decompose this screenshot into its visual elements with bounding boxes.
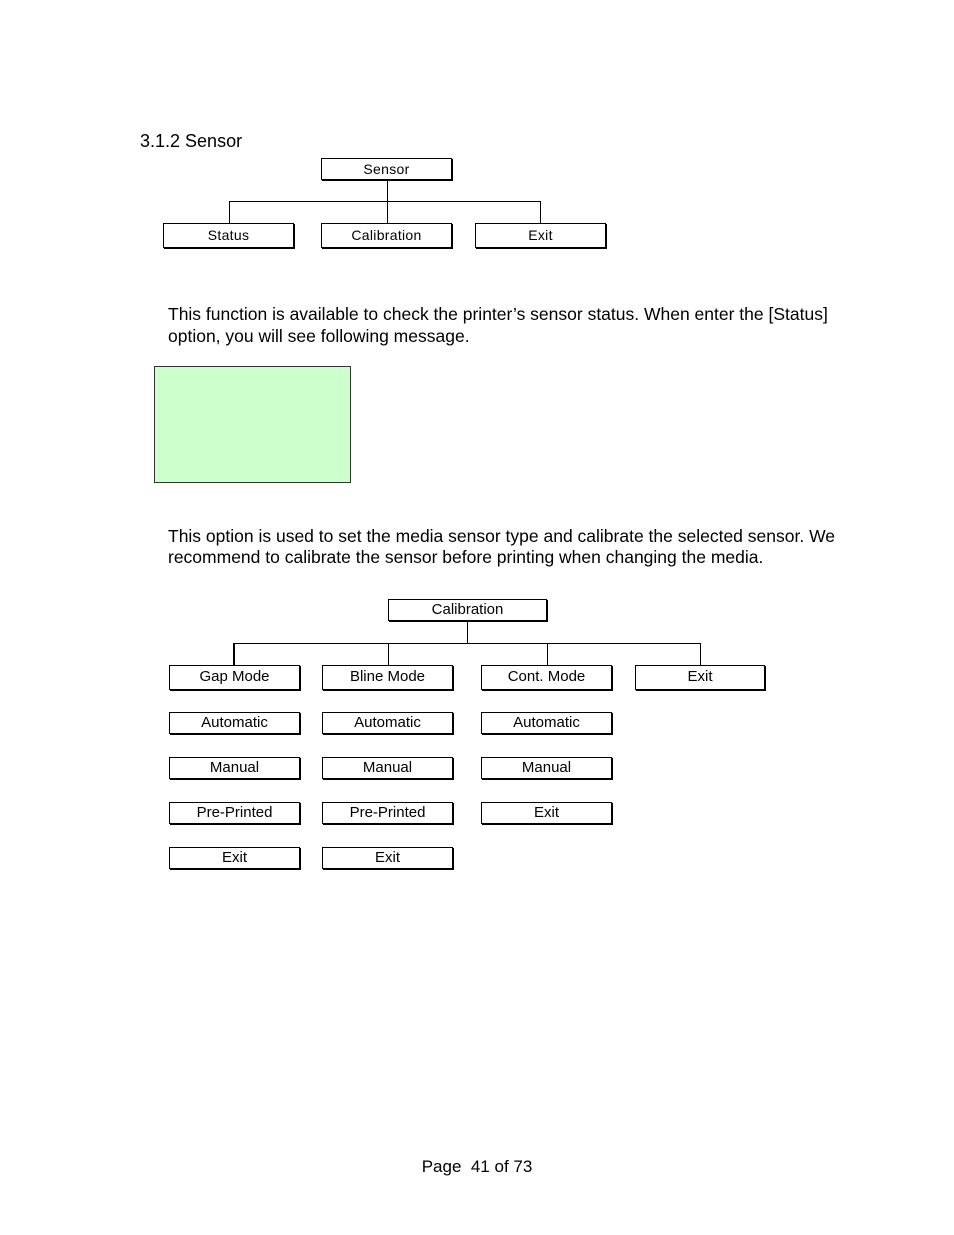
connector-line	[467, 621, 468, 643]
lcd-message-panel	[154, 366, 351, 483]
connector-line	[229, 201, 541, 202]
sensor-root-node: Sensor	[321, 158, 452, 180]
bline-mode-node: Bline Mode	[322, 665, 453, 690]
bline-pre-printed-node: Pre-Printed	[322, 802, 453, 824]
bline-automatic-node: Automatic	[322, 712, 453, 734]
cont-automatic-node: Automatic	[481, 712, 612, 734]
calibration-root-node: Calibration	[388, 599, 547, 621]
calibration-description-line-2: recommend to calibrate the sensor before printing when changing the media.	[168, 547, 764, 567]
calibration-node: Calibration	[321, 223, 452, 248]
connector-line	[229, 201, 230, 223]
gap-manual-node: Manual	[169, 757, 300, 779]
page-number: Page 41 of 73	[421, 1157, 533, 1176]
connector-line	[233, 643, 701, 644]
cont-manual-node: Manual	[481, 757, 612, 779]
cont-exit-node: Exit	[481, 802, 612, 824]
calibration-exit-node: Exit	[635, 665, 765, 690]
status-description-line-1: This function is available to check the printer’s sensor status. When enter the [Status]	[168, 304, 828, 324]
exit-node: Exit	[475, 223, 606, 248]
gap-automatic-node: Automatic	[169, 712, 300, 734]
connector-line	[547, 643, 548, 665]
gap-mode-node: Gap Mode	[169, 665, 300, 690]
bline-exit-node: Exit	[322, 847, 453, 869]
status-node: Status	[163, 223, 294, 248]
cont-mode-node: Cont. Mode	[481, 665, 612, 690]
connector-line	[388, 643, 389, 665]
connector-line	[233, 643, 235, 665]
section-heading: 3.1.2 Sensor	[140, 131, 243, 151]
bline-manual-node: Manual	[322, 757, 453, 779]
status-description-line-2: option, you will see following message.	[168, 326, 470, 346]
connector-line	[700, 643, 701, 665]
connector-line	[540, 201, 541, 223]
gap-pre-printed-node: Pre-Printed	[169, 802, 300, 824]
gap-exit-node: Exit	[169, 847, 300, 869]
calibration-description-line-1: This option is used to set the media sensor type and calibrate the selected sensor. We	[168, 526, 835, 546]
